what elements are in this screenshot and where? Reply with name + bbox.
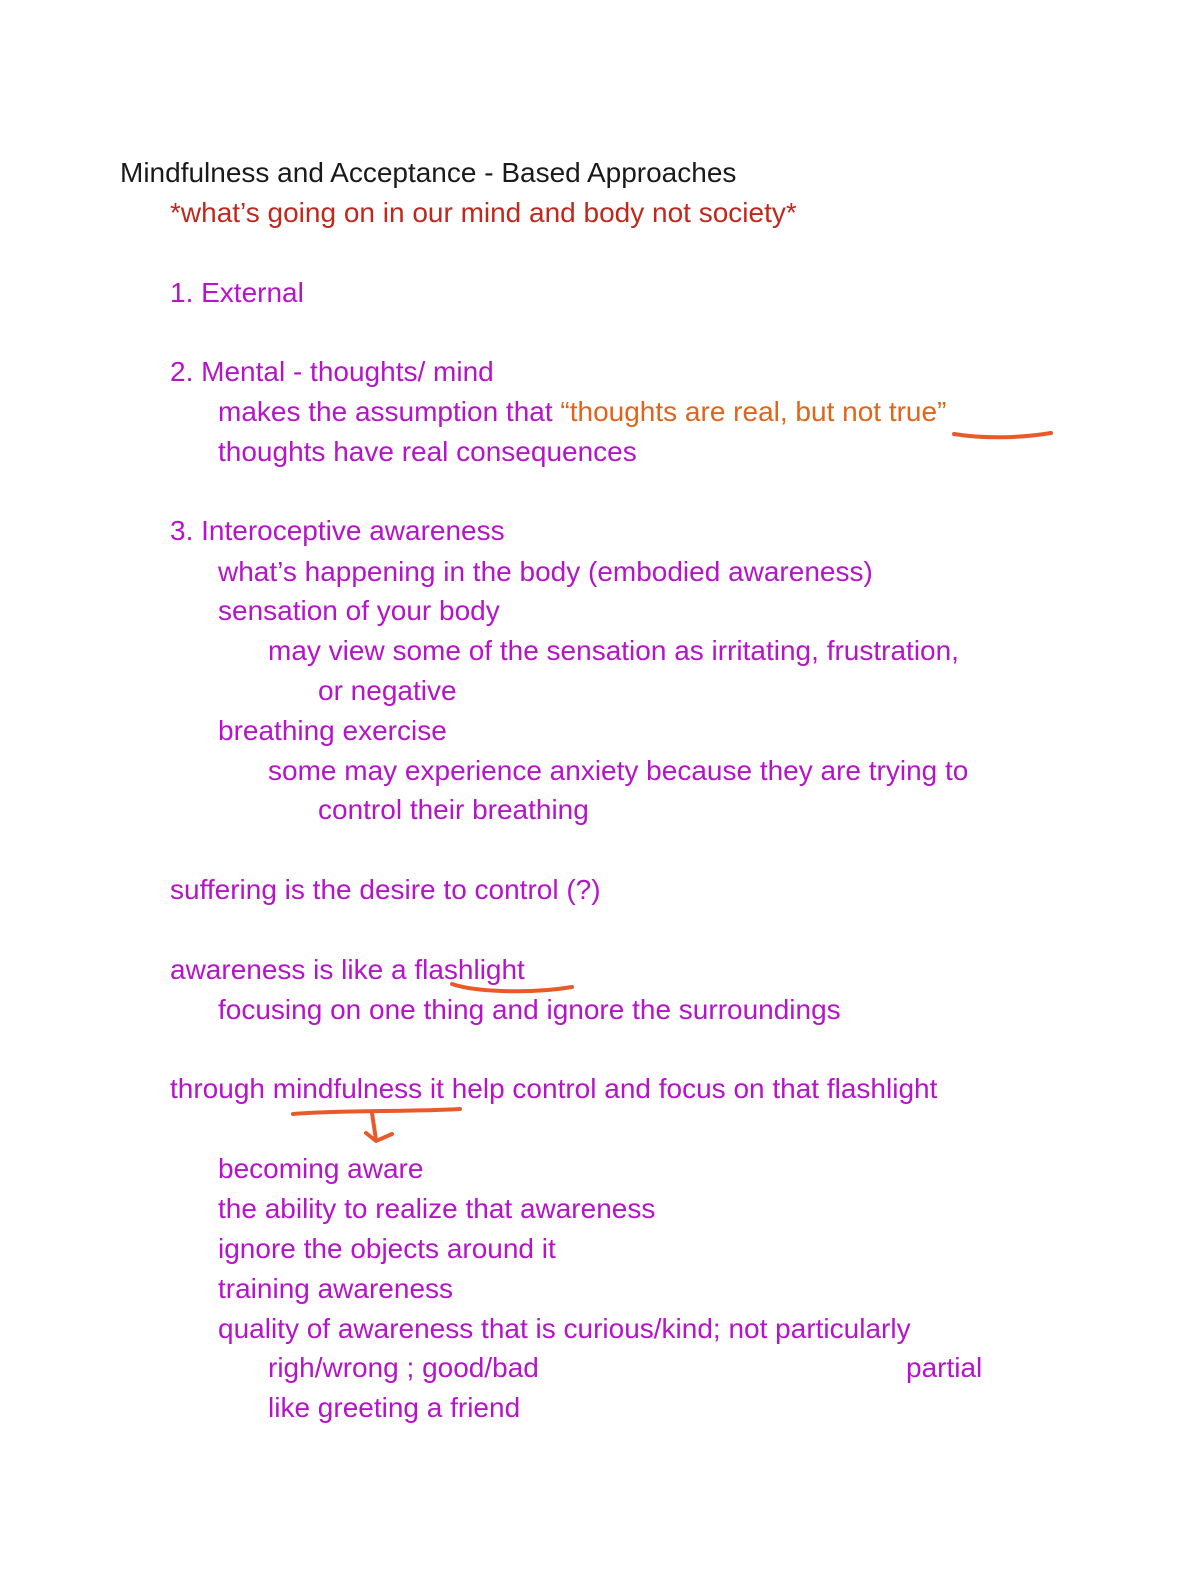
flashlight-subnote: focusing on one thing and ignore the surroundings <box>218 994 841 1025</box>
item-external: 1. External <box>170 277 304 308</box>
flashlight-note: awareness is like a flashlight <box>170 954 525 985</box>
mindfulness-line-1: becoming aware <box>218 1153 424 1184</box>
mindfulness-line-7: like greeting a friend <box>268 1392 521 1423</box>
underline-mindfulness <box>293 1109 460 1114</box>
mindfulness-note: through mindfulness it help control and focus on that flashlight <box>170 1073 938 1104</box>
mindfulness-line-5: quality of awareness that is curious/kind; not particularly <box>218 1313 911 1344</box>
underline-flashlight <box>452 984 572 991</box>
mindfulness-line-2: the ability to realize that awareness <box>218 1193 656 1224</box>
interoceptive-line-2: sensation of your body <box>218 595 500 626</box>
mental-consequences: thoughts have real consequences <box>218 436 637 467</box>
interoceptive-line-7: control their breathing <box>318 794 589 825</box>
interoceptive-line-6: some may experience anxiety because they are trying to <box>268 755 969 786</box>
page-title: Mindfulness and Acceptance - Based Approaches <box>120 157 737 188</box>
mindfulness-line-6: righ/wrong ; good/bad <box>268 1352 539 1383</box>
mindfulness-partial: partial <box>906 1352 983 1383</box>
underline-not-true <box>954 433 1051 437</box>
interoceptive-line-1: what’s happening in the body (embodied awareness) <box>218 556 873 587</box>
item-mental-heading: 2. Mental - thoughts/ mind <box>170 356 494 387</box>
interoceptive-line-4: or negative <box>318 675 457 706</box>
mindfulness-line-4: training awareness <box>218 1273 454 1304</box>
mental-assumption-quote: “thoughts are real, but not true” <box>560 396 947 427</box>
interoceptive-line-5: breathing exercise <box>218 715 447 746</box>
mental-assumption-prefix: makes the assumption that <box>218 396 561 427</box>
item-interoceptive-heading: 3. Interoceptive awareness <box>170 515 505 546</box>
interoceptive-line-3: may view some of the sensation as irritating, frustration, <box>268 635 959 666</box>
subtitle-note: *what’s going on in our mind and body not society* <box>170 197 797 228</box>
mindfulness-line-3: ignore the objects around it <box>218 1233 556 1264</box>
arrow-head-icon <box>366 1133 392 1141</box>
suffering-note: suffering is the desire to control (?) <box>170 874 601 905</box>
